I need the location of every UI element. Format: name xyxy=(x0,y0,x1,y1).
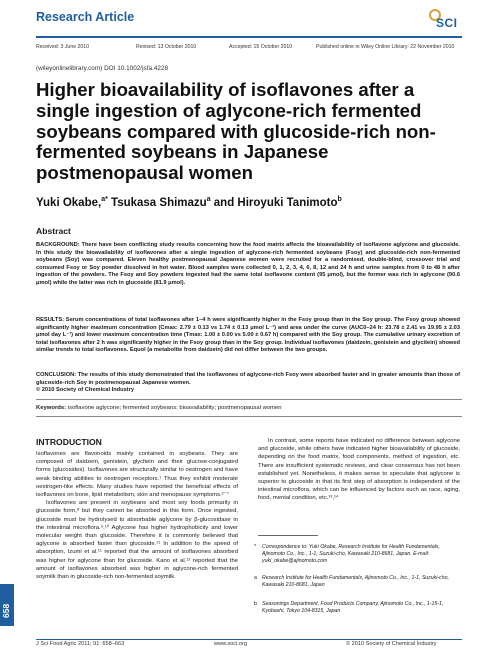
received-date: Received: 3 June 2010 xyxy=(36,44,90,50)
keywords-label: Keywords: xyxy=(36,405,67,411)
author-name[interactable]: Tsukasa Shimazu xyxy=(107,196,207,209)
copyright-footer: © 2010 Society of Chemical Industry xyxy=(346,641,437,647)
abstract-results xyxy=(36,317,460,355)
introduction-heading: INTRODUCTION xyxy=(36,437,102,447)
keywords-top-rule xyxy=(36,399,462,400)
article-title: Higher bioavailability of isoflavones after a single ingestion of aglycone-rich fermented soybeans compared with glucoside-rich non-fermented soybeans in Japanese postmenopausal women xyxy=(36,79,436,184)
footnote-rule xyxy=(258,535,318,536)
author-name[interactable]: Yuki Okabe, xyxy=(36,196,102,209)
journal-section-label: Research Article xyxy=(36,10,135,24)
abstract-conclusion-text: The results of this study demonstrated that the isoflavones of aglycone-rich Fsoy were absorbed faster and in greater amounts than those of glucoside-rich Soy in postmenopausal Japanese women. xyxy=(36,372,460,386)
footnote-text: Seasonings Department, Food Products Company, Ajinomoto Co., Inc., 1-15-1, Kyobashi, Tokyo 104-8315, Japan xyxy=(262,601,444,614)
abstract-results-label: RESULTS: xyxy=(36,317,65,323)
header-rule xyxy=(36,36,462,38)
footnote-affiliation-a xyxy=(254,575,458,589)
footer-rule xyxy=(36,639,462,640)
intro-right-column xyxy=(258,437,460,503)
author-list xyxy=(36,196,342,209)
intro-paragraph: Isoflavones are flavonoids mainly contained in soybeans. They are composed of daidzein, genistein, glycitein and their glucose-conjugated forms (glucosides). Isoflavones are structurally similar to oestrogen and have weak binding abilities to oestrogen receptors.¹ Thus they exhibit moderate oestrogen-like effects. Many studies have reported the beneficial effects of isoflavones on bone, lipid metabolism, skin and menopause symptoms.²⁻⁷ xyxy=(36,451,238,499)
intro-left-column xyxy=(36,450,238,581)
footnote-mark: * xyxy=(254,544,257,550)
footnote-mark: b xyxy=(254,601,257,607)
affiliation-mark: a xyxy=(206,196,211,203)
sci-logo xyxy=(426,6,462,32)
logo-text: SCI xyxy=(436,16,458,30)
accepted-date: Accepted: 15 October 2010 xyxy=(229,44,293,50)
abstract-heading: Abstract xyxy=(36,226,71,236)
revised-date: Revised: 13 October 2010 xyxy=(136,44,197,50)
abstract-background-label: BACKGROUND: xyxy=(36,242,80,248)
footnote-mark: a xyxy=(254,575,257,581)
website-link[interactable]: www.soci.org xyxy=(214,641,247,647)
affiliation-mark: a* xyxy=(101,196,108,203)
affiliation-mark: b xyxy=(337,196,342,203)
abstract-conclusion-label: CONCLUSION: xyxy=(36,372,77,378)
intro-paragraph: Isoflavones are present in soybeans and most soy foods primarily in glucoside form,⁸ but they cannot be absorbed in this form. Once ingested, glucoside must be hydrolysed to absorbable aglycone by β-glucosidase in the intestinal microflora.⁹,¹⁰ Aglycone has higher hydrophobicity and lower molecular weight than glucoside. Therefore it is commonly believed that aglycone is absorbed faster than glucoside.¹¹ In addition to the speed of absorption, Izumi et al.¹¹ reported that the amount of isoflavones absorbed was higher for aglycone than for glucoside. Kano et al.¹² reported that the amount of isoflavones absorbed was higher in aglycone-rich fermented soymilk than in glucoside-rich non-fermented soymilk. xyxy=(36,500,238,581)
footnote-text: Research Institute for Health Fundamentals, Ajinomoto Co., Inc., 1-1, Suzuki-cho, Kawasaki 210-8681, Japan xyxy=(262,575,449,588)
footnote-text: Correspondence to: Yuki Okabe, Research Institute for Health Fundamentals, Ajinomoto Co., Inc., 1-1, Suzuki-cho, Kawasaki 210-8681, Japan. E-mail: yuki_okabe@ajinomoto.com xyxy=(262,544,440,564)
footnote-affiliation-b xyxy=(254,601,458,615)
abstract-copyright: © 2010 Society of Chemical Industry xyxy=(36,387,135,394)
keywords-line xyxy=(36,405,282,411)
doi-link[interactable]: (wileyonlinelibrary.com) DOI 10.1002/jsfa.4228 xyxy=(36,65,169,72)
intro-paragraph: In contrast, some reports have indicated no difference between aglycone and glucoside, while others have indicated higher bioavailability of glucoside, depending on the food matrix, food components, method of ingestion, etc. There are insufficient systematic reviews, and clear consensus has not been established yet. Nonetheless, it makes sense to speculate that aglycone is superior to glucoside in that its first step of absorption is independent of the intestinal microflora, which can be influenced by factors such as race, aging, food, mental condition, etc.¹³,¹⁴ xyxy=(258,438,460,502)
abstract-conclusion xyxy=(36,372,460,395)
citation-footer: J Sci Food Agric 2011; 91: 658–663 xyxy=(36,641,125,647)
author-name[interactable]: and Hiroyuki Tanimoto xyxy=(210,196,338,209)
abstract-results-text: Serum concentrations of total isoflavones after 1–4 h were significantly higher in the Fsoy group than in the Soy group. The Fsoy group showed significantly higher maximum concentration (Cmax: 2.79 ± 0.13 vs 1.74 ± 0.13 μmol L⁻¹) and area under the curve (AUC0–24 h: 23.78 ± 2.41 vs 19.95 ± 2.03 μmol day L⁻¹) and lower maximum concentration time (Tmax: 1.00 ± 0.00 vs 5.00 ± 0.67 h) compared with the Soy group. The cumulative urinary excretion of total isoflavones after 2 h was significantly higher in the Fsoy group than in the Soy group. Individual isoflavones (daidzein, genistein and glycitein) showed similar trends to total isoflavones. Equol (a metabolite from daidzein) did not differ between the two groups. xyxy=(36,317,460,354)
abstract-background xyxy=(36,242,460,288)
published-date: Published online in Wiley Online Library: 22 November 2010 xyxy=(316,44,455,50)
footnote-correspondence xyxy=(254,544,458,564)
keywords-text: isoflavone aglycone; fermented soybeans; bioavailability; postmenopausal women xyxy=(66,405,282,411)
keywords-bottom-rule xyxy=(36,416,462,417)
abstract-background-text: There have been conflicting study results concerning how the food matrix affects the bioavailability of isoflavone aglycone and glucoside. In this study the bioavailability of isoflavones after a single ingestion of aglycone-rich fermented soybeans (Fsoy) and glucoside-rich non-fermented soybeans (Soy) was compared. Eleven healthy postmenopausal Japanese women were recruited for a randomised, double-blind, crossover trial and consumed Fsoy or Soy powder dissolved in hot water. Blood samples were collected 0, 1, 2, 3, 4, 6, 8, 12 and 24 h and urine samples from 0 to 48 h after ingestion of the powders. The Fsoy and Soy powders ingested had the same total isoflavone content (95 μmol), but the former was rich in aglycone (90.6 μmol) while the latter was rich in glucoside (81.9 μmol). xyxy=(36,242,460,286)
page-number: 658 xyxy=(1,603,11,618)
page-number-tab xyxy=(0,584,14,626)
